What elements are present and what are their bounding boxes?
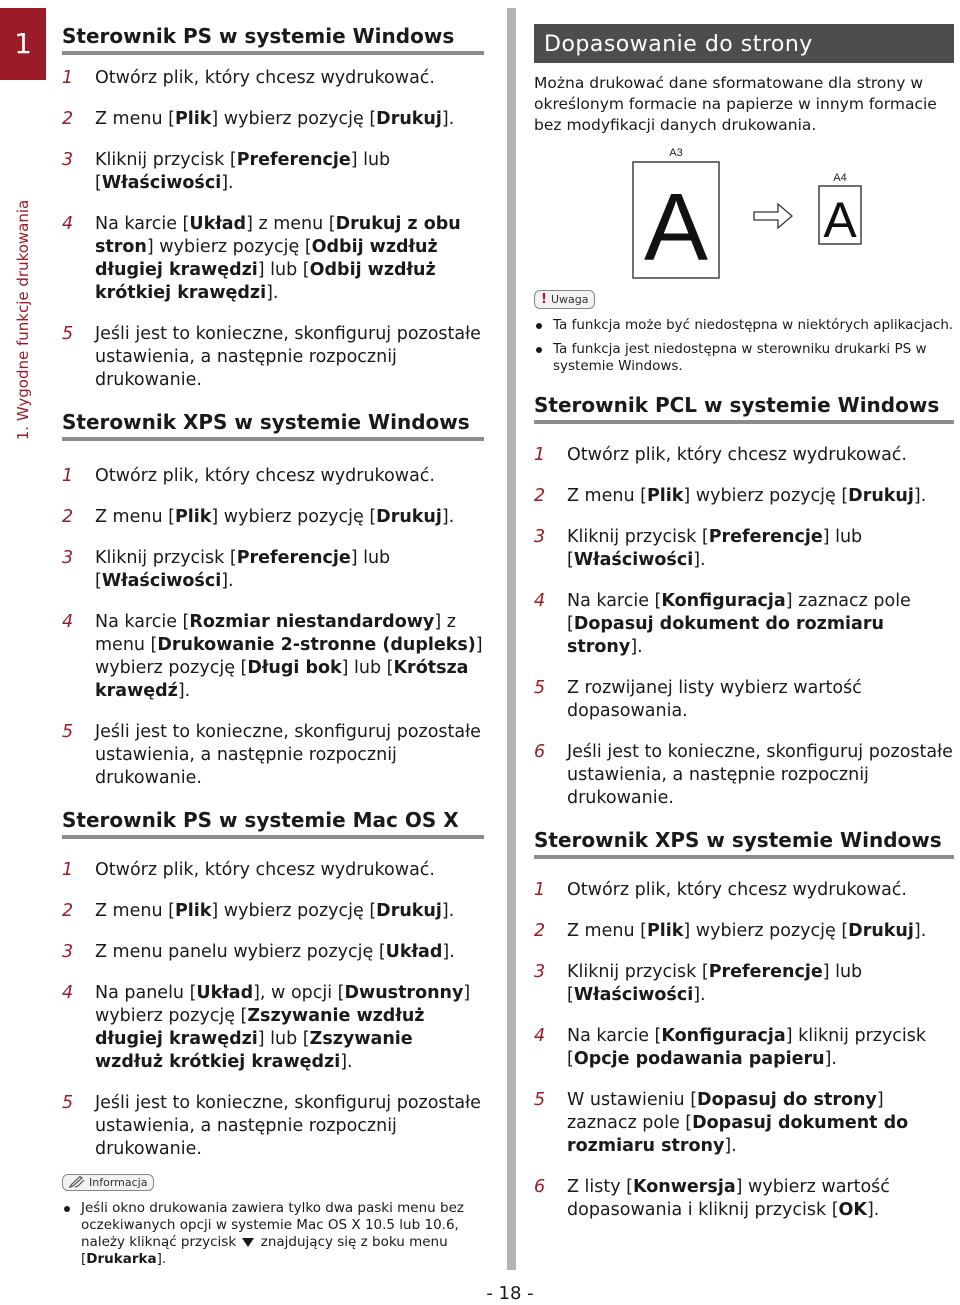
step-item [534, 1025, 954, 1071]
triangle-down-icon [242, 1238, 254, 1247]
step-list [62, 67, 484, 392]
step-text: Otwórz plik, który chcesz wydrukować. [567, 445, 907, 465]
step-text: ] z menu [ [95, 612, 456, 655]
step-text: ] wybierz pozycję [ [95, 983, 471, 1026]
step-number: 2 [62, 507, 74, 527]
step-number: 1 [62, 466, 74, 486]
section-title: Sterownik XPS w systemie Windows [534, 828, 954, 859]
step-text-bold: Zszywanie wzdłuż krótkiej krawędzi [95, 1029, 413, 1072]
step-text-bold: Dopasuj do strony [697, 1090, 877, 1110]
step-text: ]. [441, 507, 455, 527]
step-item [534, 741, 954, 810]
step-text-bold: Preferencje [708, 962, 823, 982]
step-text: Otwórz plik, który chcesz wydrukować. [95, 466, 435, 486]
step-number: 6 [534, 742, 546, 762]
step-item [62, 323, 484, 392]
step-text: ]. [177, 681, 191, 701]
paper-scaling-figure [534, 144, 954, 280]
step-text-bold: Plik [174, 901, 212, 921]
step-number: 6 [534, 1177, 546, 1197]
step-text: Otwórz plik, który chcesz wydrukować. [95, 860, 435, 880]
step-item [62, 547, 484, 593]
chapter-side-strip [0, 80, 46, 441]
a3-letter: A [643, 174, 709, 280]
step-text: ] kliknij przycisk [ [567, 1026, 927, 1069]
info-list [62, 1200, 484, 1268]
step-text-bold: Plik [646, 486, 684, 506]
step-text-bold: Opcje podawania papieru [573, 1049, 825, 1069]
step-text: Kliknij przycisk [ [567, 962, 709, 982]
step-text: Z listy [ [567, 1177, 634, 1197]
step-number: 4 [534, 1026, 546, 1046]
step-text: Jeśli jest to konieczne, skonfiguruj pozostałe ustawienia, a następnie rozpocznij drukowanie. [567, 742, 953, 808]
step-text: Z menu [ [567, 921, 647, 941]
step-text: ] lub [ [95, 150, 391, 193]
step-number: 5 [62, 1093, 74, 1113]
step-text: ]. [824, 1049, 837, 1069]
step-text: ]. [913, 921, 927, 941]
a4-letter: A [823, 192, 857, 248]
step-text: ] wybierz pozycję [ [211, 901, 377, 921]
step-item [62, 859, 484, 882]
a3-label: A3 [669, 147, 683, 159]
section-ps-mac [62, 808, 484, 1268]
note-badge [534, 290, 595, 309]
step-text: W ustawieniu [ [567, 1090, 698, 1110]
step-number: 4 [62, 612, 74, 632]
section-fit-to-page [534, 24, 954, 375]
step-text-bold: Preferencje [708, 527, 823, 547]
section-title: Sterownik PS w systemie Windows [62, 24, 484, 55]
step-number: 3 [62, 548, 74, 568]
note-item: Ta funkcja jest niedostępna w sterowniku drukarki PS w systemie Windows. [534, 341, 954, 375]
step-text: ] lub [ [257, 1029, 310, 1049]
step-text-bold: Drukowanie 2-stronne (dupleks) [157, 635, 476, 655]
step-text: ]. [266, 283, 279, 303]
step-text-bold: Właściwości [573, 985, 694, 1005]
a4-label: A4 [833, 172, 847, 184]
step-text: ] wybierz pozycję [ [146, 237, 312, 257]
exclamation-icon: ! [541, 292, 547, 307]
step-number: 5 [62, 722, 74, 742]
step-text: ]. [441, 901, 455, 921]
step-number: 1 [62, 68, 74, 88]
step-text: Na karcie [ [567, 591, 662, 611]
step-text: Jeśli jest to konieczne, skonfiguruj pozostałe ustawienia, a następnie rozpocznij drukowanie. [95, 1093, 481, 1159]
note-label: Uwaga [550, 293, 589, 306]
step-item [534, 1089, 954, 1158]
step-text: ]. [221, 173, 234, 193]
step-item [534, 485, 954, 508]
note-box [534, 288, 954, 375]
page-number: - 18 - [486, 1283, 534, 1304]
arrow-right-icon [754, 204, 792, 228]
step-text-bold: Drukuj [376, 507, 442, 527]
step-text-bold: Drukuj [848, 486, 914, 506]
step-text: ] lub [ [95, 548, 391, 591]
step-number: 4 [534, 591, 546, 611]
info-text-after: znajdujący się z boku menu [ [81, 1234, 448, 1267]
step-text: Jeśli jest to konieczne, skonfiguruj pozostałe ustawienia, a następnie rozpocznij drukowanie. [95, 722, 481, 788]
step-number: 2 [534, 486, 546, 506]
info-badge [62, 1174, 154, 1191]
step-number: 2 [62, 109, 74, 129]
right-column [534, 24, 954, 1240]
step-text-bold: Układ [385, 942, 443, 962]
step-text: ] wybierz pozycję [ [211, 109, 377, 129]
step-text: ]. [693, 550, 706, 570]
step-text: Kliknij przycisk [ [95, 150, 237, 170]
step-number: 3 [62, 150, 74, 170]
step-text-bold: Odbij wzdłuż krótkiej krawędzi [95, 260, 436, 303]
step-text: Kliknij przycisk [ [567, 527, 709, 547]
step-list [534, 444, 954, 810]
info-box [62, 1173, 484, 1268]
step-text-bold: Preferencje [236, 150, 351, 170]
info-label: Informacja [89, 1175, 148, 1189]
step-list [62, 859, 484, 1161]
step-text: Jeśli jest to konieczne, skonfiguruj pozostałe ustawienia, a następnie rozpocznij drukowanie. [95, 324, 481, 390]
step-item [534, 879, 954, 902]
step-text: Na karcie [ [567, 1026, 662, 1046]
step-text-bold: Zszywanie wzdłuż długiej krawędzi [95, 1006, 425, 1049]
step-text: Otwórz plik, który chcesz wydrukować. [95, 68, 435, 88]
step-text: ] zaznacz pole [ [567, 1090, 884, 1133]
step-item [534, 526, 954, 572]
step-text-bold: OK [838, 1200, 867, 1220]
step-text: ]. [340, 1052, 353, 1072]
step-text-bold: Właściwości [101, 571, 222, 591]
step-text-bold: Plik [174, 507, 212, 527]
step-item [534, 1176, 954, 1222]
step-item [62, 465, 484, 488]
step-item [62, 67, 484, 90]
step-text: Na karcie [ [95, 214, 190, 234]
step-text-bold: Drukuj z obu stron [95, 214, 461, 257]
step-text: Z menu [ [95, 901, 175, 921]
step-text: ] wybierz wartość dopasowania i kliknij przycisk [ [567, 1177, 890, 1220]
step-text-bold: Dopasuj dokument do rozmiaru strony [567, 614, 884, 657]
fit-figure [534, 144, 954, 280]
step-item [62, 108, 484, 131]
step-number: 2 [62, 901, 74, 921]
step-item [62, 611, 484, 703]
step-text: ]. [441, 109, 455, 129]
step-text: ] wybierz pozycję [ [211, 507, 377, 527]
step-text: ]. [913, 486, 927, 506]
step-item [534, 920, 954, 943]
step-number: 1 [62, 860, 74, 880]
step-text-bold: Plik [646, 921, 684, 941]
note-item: Ta funkcja może być niedostępna w niektórych aplikacjach. [534, 317, 954, 334]
step-item [534, 590, 954, 659]
step-item [62, 721, 484, 790]
step-text: ] lub [ [257, 260, 310, 280]
step-item [62, 900, 484, 923]
step-text: Z menu [ [95, 109, 175, 129]
section-title: Sterownik XPS w systemie Windows [62, 410, 484, 441]
step-number: 5 [534, 1090, 546, 1110]
step-text: ]. [693, 985, 706, 1005]
step-text-bold: Długi bok [247, 658, 342, 678]
step-text: ]. [221, 571, 234, 591]
column-divider [507, 8, 516, 1270]
section-xps-windows [62, 410, 484, 790]
step-text: ], w opcji [ [253, 983, 345, 1003]
step-item [534, 961, 954, 1007]
step-text: ] lub [ [567, 527, 863, 570]
info-text-bold: Drukarka [86, 1251, 157, 1267]
step-item [62, 506, 484, 529]
step-text: Otwórz plik, który chcesz wydrukować. [567, 880, 907, 900]
section-pcl-windows [534, 393, 954, 810]
info-item [62, 1200, 484, 1268]
step-number: 3 [534, 962, 546, 982]
section-title: Sterownik PS w systemie Mac OS X [62, 808, 484, 839]
step-number: 2 [534, 921, 546, 941]
step-text: Z menu [ [567, 486, 647, 506]
step-text: Na panelu [ [95, 983, 197, 1003]
step-text-bold: Krótsza krawędź [95, 658, 469, 701]
step-list [62, 465, 484, 790]
step-number: 5 [534, 678, 546, 698]
step-list [534, 879, 954, 1222]
section-ps-windows [62, 24, 484, 392]
step-text-bold: Dopasuj dokument do rozmiaru strony [567, 1113, 909, 1156]
step-number: 3 [534, 527, 546, 547]
step-text-bold: Drukuj [376, 109, 442, 129]
left-column [62, 24, 484, 1275]
step-text: ] z menu [ [246, 214, 336, 234]
step-text-bold: Konfiguracja [661, 591, 786, 611]
step-item [62, 982, 484, 1074]
step-item [534, 444, 954, 467]
step-text: Na karcie [ [95, 612, 190, 632]
chapter-title: 1. Wygodne funkcje drukowania [14, 199, 32, 441]
step-text-bold: Drukuj [376, 901, 442, 921]
step-item [62, 941, 484, 964]
step-text-bold: Plik [174, 109, 212, 129]
note-list [534, 317, 954, 375]
info-text-end: ]. [156, 1251, 167, 1267]
chapter-number-tab: 1 [0, 8, 46, 80]
step-text: ] zaznacz pole [ [567, 591, 911, 634]
step-item [62, 1092, 484, 1161]
step-text-bold: Właściwości [573, 550, 694, 570]
step-item [62, 149, 484, 195]
step-text: ]. [724, 1136, 737, 1156]
section-xps-windows-fit [534, 828, 954, 1222]
step-text-bold: Układ [196, 983, 254, 1003]
step-text: ] lub [ [567, 962, 863, 1005]
step-text-bold: Dwustronny [344, 983, 464, 1003]
step-text-bold: Konfiguracja [661, 1026, 786, 1046]
step-number: 1 [534, 445, 546, 465]
section-banner: Dopasowanie do strony [534, 24, 954, 63]
step-text: ] lub [ [341, 658, 394, 678]
info-text-before: Jeśli okno drukowania zawiera tylko dwa paski menu bez oczekiwanych opcji w systemie Mac OS X 10.5 lub 10.6, należy kliknąć przycisk [81, 1200, 464, 1250]
step-text-bold: Drukuj [848, 921, 914, 941]
step-number: 3 [62, 942, 74, 962]
step-text: Z rozwijanej listy wybierz wartość dopasowania. [567, 678, 862, 721]
step-text-bold: Odbij wzdłuż długiej krawędzi [95, 237, 438, 280]
step-text: Z menu panelu wybierz pozycję [ [95, 942, 386, 962]
step-text: ] wybierz pozycję [ [683, 486, 849, 506]
step-text: ]. [442, 942, 455, 962]
step-number: 5 [62, 324, 74, 344]
step-text: ] wybierz pozycję [ [683, 921, 849, 941]
step-text-bold: Konwersja [633, 1177, 736, 1197]
pencil-icon [69, 1176, 85, 1188]
step-number: 1 [534, 880, 546, 900]
step-text-bold: Rozmiar niestandardowy [189, 612, 435, 632]
step-text-bold: Preferencje [236, 548, 351, 568]
step-text: ]. [866, 1200, 880, 1220]
step-text: Z menu [ [95, 507, 175, 527]
step-number: 4 [62, 983, 74, 1003]
intro-paragraph: Można drukować dane sformatowane dla strony w określonym formacie na papierze w innym formacie bez modyfikacji danych drukowania. [534, 74, 937, 134]
step-text: ]. [630, 637, 643, 657]
step-text: ] wybierz pozycję [ [95, 635, 483, 678]
step-text-bold: Właściwości [101, 173, 222, 193]
step-number: 4 [62, 214, 74, 234]
step-item [62, 213, 484, 305]
step-text-bold: Układ [189, 214, 247, 234]
step-text: Kliknij przycisk [ [95, 548, 237, 568]
step-item [534, 677, 954, 723]
section-title: Sterownik PCL w systemie Windows [534, 393, 954, 424]
